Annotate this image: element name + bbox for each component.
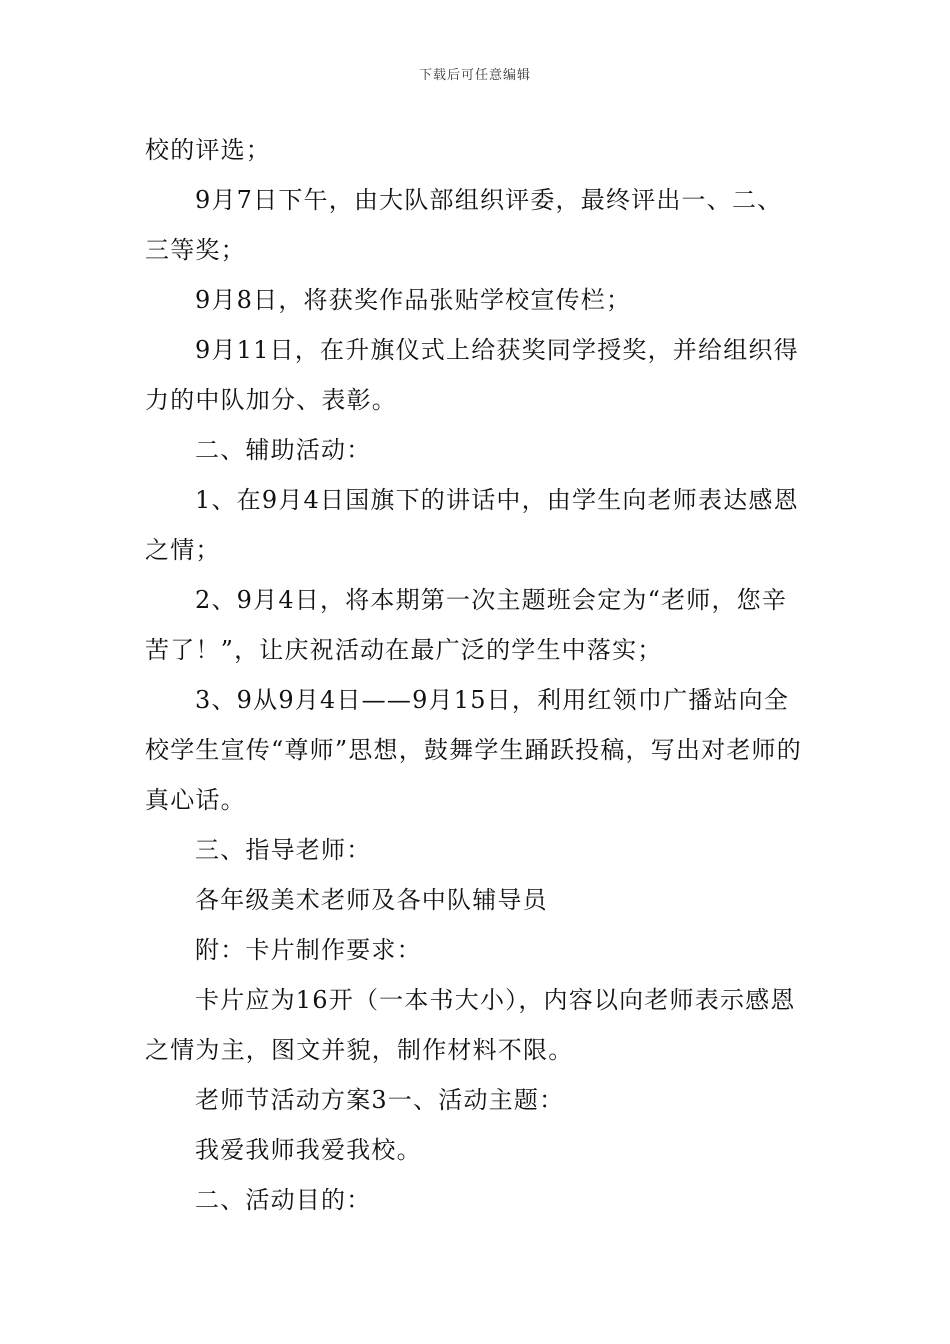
list-item: 2、9月4日，将本期第一次主题班会定为“老师，您辛苦了！”，让庆祝活动在最广泛的学生中落实； <box>145 586 788 664</box>
list-item: 1、在9月4日国旗下的讲话中，由学生向老师表达感恩之情； <box>145 486 799 564</box>
section-heading: 三、指导老师： <box>195 836 372 864</box>
paragraph: 我爱我师我爱我校。 <box>195 1136 422 1164</box>
paragraph: 卡片应为16开（一本书大小），内容以向老师表示感恩之情为主，图文并貌，制作材料不限。 <box>145 986 796 1064</box>
section-heading: 二、活动目的： <box>195 1186 372 1214</box>
section-heading: 二、辅助活动： <box>195 436 372 464</box>
paragraph: 9月8日，将获奖作品张贴学校宣传栏； <box>195 286 632 314</box>
paragraph: 各年级美术老师及各中队辅导员 <box>195 886 548 914</box>
document-body <box>145 125 807 1225</box>
section-heading: 老师节活动方案3一、活动主题： <box>195 1086 565 1114</box>
section-heading: 附：卡片制作要求： <box>195 936 422 964</box>
paragraph: 9月7日下午，由大队部组织评委，最终评出一、二、三等奖； <box>145 186 783 264</box>
page-header: 下载后可任意编辑 <box>418 68 531 83</box>
paragraph: 9月11日，在升旗仪式上给获奖同学授奖，并给组织得力的中队加分、表彰。 <box>145 336 799 414</box>
paragraph: 校的评选； <box>145 136 271 164</box>
list-item: 3、9从9月4日——9月15日，利用红领巾广播站向全校学生宣传“尊师”思想，鼓舞学生踊跃投稿，写出对老师的真心话。 <box>145 686 802 814</box>
